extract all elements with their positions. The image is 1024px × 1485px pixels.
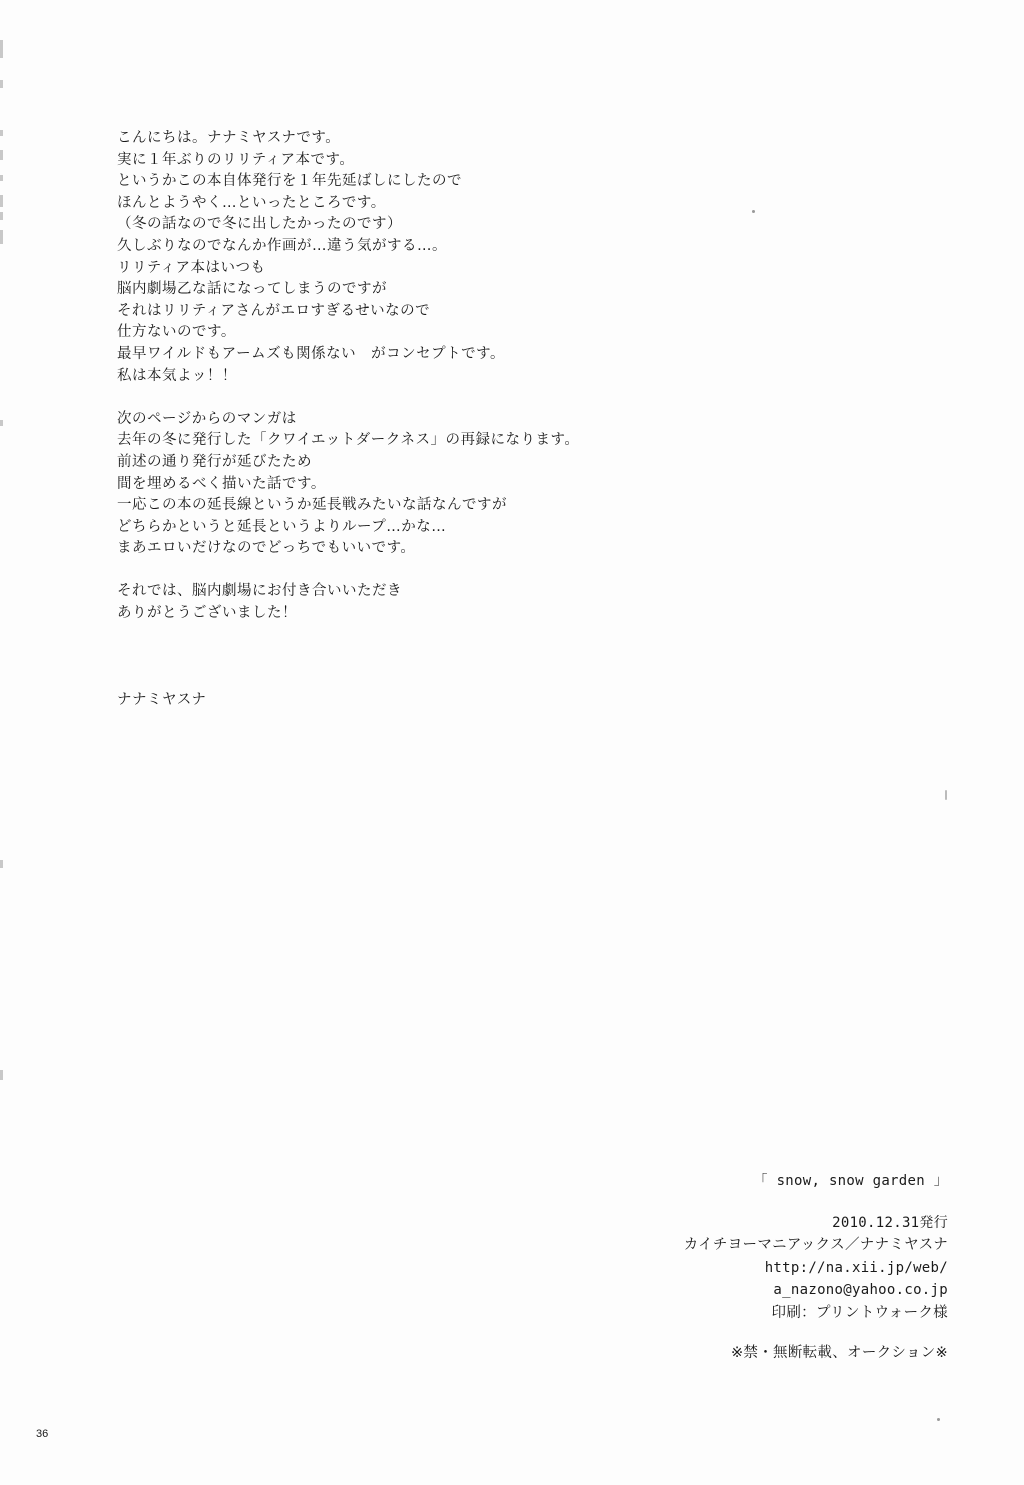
page-number: 36 bbox=[36, 1428, 49, 1440]
afterword-line: 最早ワイルドもアームズも関係ない がコンセプトです。 bbox=[117, 345, 505, 362]
paragraph-gap bbox=[117, 560, 737, 582]
scan-speck bbox=[945, 790, 947, 800]
copyright-notice: ※禁・無断転載、オークション※ bbox=[730, 1345, 948, 1361]
afterword-line: どちらかというと延長というよりループ…かな… bbox=[117, 518, 447, 535]
scan-speck bbox=[752, 210, 755, 213]
afterword-line: 私は本気よッ！！ bbox=[117, 367, 237, 384]
scan-speck bbox=[937, 1418, 940, 1421]
colophon bbox=[684, 1170, 948, 1365]
afterword-line: リリティア本はいつも bbox=[117, 259, 266, 276]
website-url: http://na.xii.jp/web/ bbox=[764, 1259, 948, 1276]
afterword-line: それはリリティアさんがエロすぎるせいなので bbox=[117, 302, 431, 319]
publish-date: 2010.12.31発行 bbox=[832, 1214, 948, 1231]
afterword-line: 脳内劇場乙な話になってしまうのですが bbox=[117, 281, 387, 298]
afterword-line: 間を埋めるべく描いた話です。 bbox=[117, 475, 326, 492]
afterword-line: それでは、脳内劇場にお付き合いいただき bbox=[117, 583, 402, 600]
afterword-line: 仕方ないのです。 bbox=[117, 324, 236, 341]
printer-credit: 印刷：プリントウォーク様 bbox=[771, 1304, 948, 1321]
afterword-text bbox=[117, 128, 737, 625]
afterword-line: こんにちは。ナナミヤスナです。 bbox=[117, 130, 341, 146]
afterword-line: 次のページからのマンガは bbox=[117, 410, 297, 427]
afterword-line: というかこの本自体発行を１年先延ばしにしたので bbox=[117, 173, 462, 190]
afterword-line: 久しぶりなのでなんか作画が…違う気がする…。 bbox=[117, 237, 447, 254]
contact-email: a_nazono@yahoo.co.jp bbox=[773, 1282, 948, 1298]
afterword-line: まあエロいだけなのでどっちでもいいです。 bbox=[117, 540, 416, 557]
afterword-line: 前述の通り発行が延びたため bbox=[117, 453, 312, 470]
afterword-line: （冬の話なので冬に出したかったのです） bbox=[117, 216, 402, 233]
afterword-line: ほんとようやく…といったところです。 bbox=[117, 194, 386, 211]
scan-edge-marks bbox=[0, 0, 6, 1485]
afterword-line: 去年の冬に発行した「クワイエットダークネス」の再録になります。 bbox=[117, 432, 580, 449]
circle-name: カイチヨーマニアックス／ナナミヤスナ bbox=[683, 1237, 948, 1253]
paragraph-gap bbox=[117, 387, 737, 409]
afterword-line: 実に１年ぶりのリリティア本です。 bbox=[117, 151, 355, 168]
book-title: 「 snow, snow garden 」 bbox=[753, 1173, 948, 1189]
afterword-line: 一応この本の延長線というか延長戦みたいな話なんですが bbox=[117, 497, 507, 514]
author-signature: ナナミヤスナ bbox=[117, 692, 207, 708]
afterword-line: ありがとうございました！ bbox=[117, 605, 297, 622]
